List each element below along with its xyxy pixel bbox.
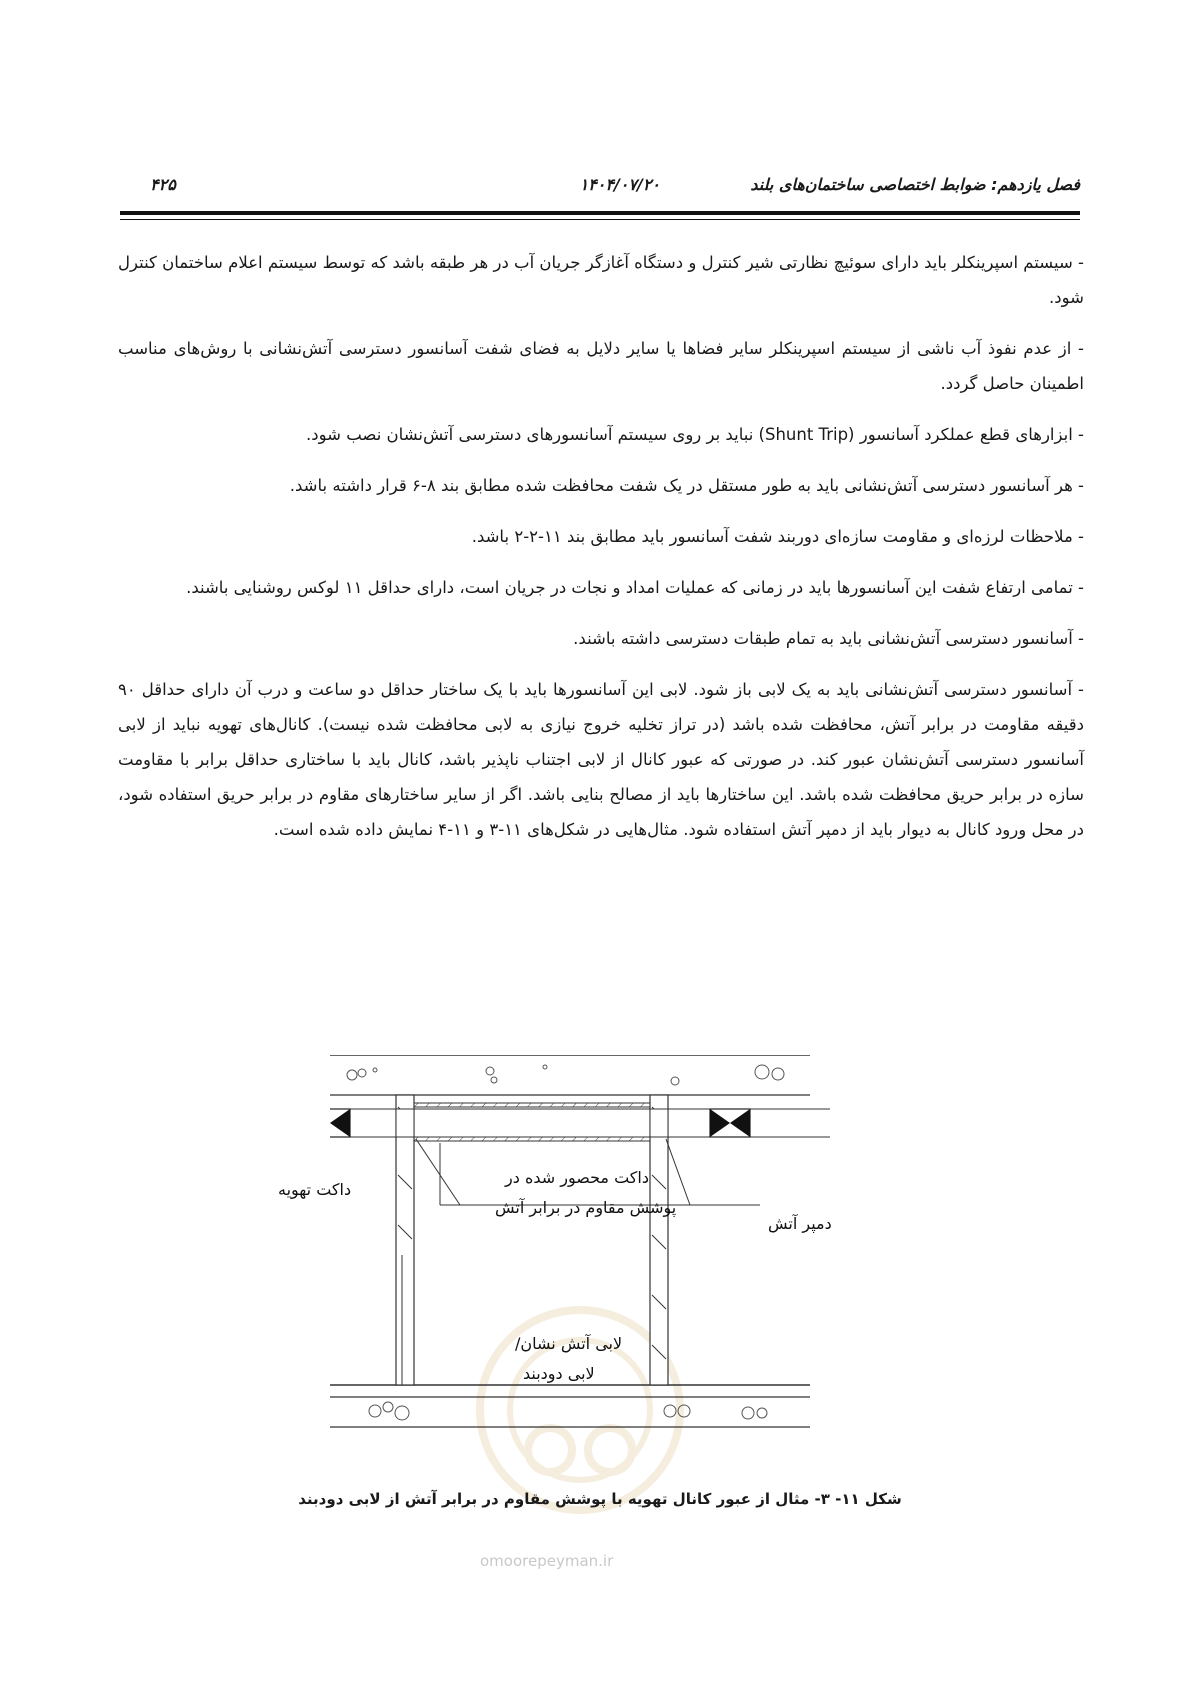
right-wall <box>650 1095 668 1385</box>
page-header <box>120 175 1080 199</box>
duct-lobby-figure <box>330 1055 830 1455</box>
label-lobby-line2: لابی دودبند <box>523 1364 595 1383</box>
paragraph: - تمامی ارتفاع شفت این آسانسورها باید در زمانی که عملیات امداد و نجات در جریان است، دارای حداقل ۱۱ لوکس روشنایی باشند. <box>186 578 1084 597</box>
paragraph: - ابزارهای قطع عملکرد آسانسور (Shunt Trip) نباید بر روی سیستم آسانسورهای دسترسی آتش‌نشان نصب شود. <box>306 425 1084 444</box>
enclosed-duct-top <box>414 1103 650 1107</box>
header-rule-thick <box>120 211 1080 215</box>
label-enclosed-line1: داکت محصور شده در <box>505 1168 649 1187</box>
chapter-title: فصل یازدهم: ضوابط اختصاصی ساختمان‌های بلند <box>750 175 1080 194</box>
paragraph: - آسانسور دسترسی آتش‌نشانی باید به یک لابی باز شود. لابی این آسانسورها باید با یک ساختار حداقل دو ساعت و درب آن دارای حداقل ۹۰ دقیقه مقاومت در برابر آتش، محافظت شده باشد (در تراز تخلیه خروج نیازی به لابی محافظت شده نیست). کانال‌های تهویه نباید از لابی آسانسور دسترسی آتش‌نشان عبور کند. در صورتی که عبور کانال از لابی اجتناب ناپذیر باشد، کانال باید با ساختاری حداقل برابر با مقاومت سازه در برابر حریق محافظت شده باشد. این ساختارها باید از مصالح بنایی باشد. اگر از سایر ساختارهای مقاوم در برابر حریق استفاده شود، در محل ورود کانال به دیوار باید از دمپر آتش استفاده شود. مثال‌هایی در شکل‌های ۱۱-۳ و ۱۱-۴ نمایش داده شده است. <box>118 680 1084 839</box>
left-wall <box>396 1095 414 1385</box>
paragraph: - آسانسور دسترسی آتش‌نشانی باید به تمام طبقات دسترسی داشته باشند. <box>573 629 1084 648</box>
watermark-text: omoorepeyman.ir <box>480 1552 614 1570</box>
header-date: ۱۴۰۴/۰۷/۲۰ <box>579 175 660 194</box>
paragraph: - از عدم نفوذ آب ناشی از سیستم اسپرینکلر سایر فضاها یا سایر دلایل به فضای شفت آسانسور دسترسی آتش‌نشانی با روش‌های مناسب اطمینان حاصل گردد. <box>118 339 1084 393</box>
page-number: ۴۲۵ <box>150 175 176 194</box>
paragraph: - ملاحظات لرزه‌ای و مقاومت سازه‌ای دوربند شفت آسانسور باید مطابق بند ۱۱-۲-۲ باشد. <box>471 527 1084 546</box>
label-lobby-line1: لابی آتش نشان/ <box>515 1334 623 1353</box>
body-text <box>118 245 1084 863</box>
header-rule-thin <box>120 219 1080 220</box>
paragraph: - هر آسانسور دسترسی آتش‌نشانی باید به طور مستقل در یک شفت محافظت شده مطابق بند ۸-۶ قرار داشته باشد. <box>289 476 1084 495</box>
label-duct: داکت تهویه <box>278 1180 352 1199</box>
enclosed-duct-bottom <box>414 1137 650 1141</box>
label-damper: دمپر آتش <box>768 1214 832 1233</box>
paragraph: - سیستم اسپرینکلر باید دارای سوئیچ نظارتی شیر کنترل و دستگاه آغازگر جریان آب در هر طبقه باشد که توسط سیستم اعلام ساختمان کنترل شود. <box>118 253 1084 307</box>
fire-damper-left-icon <box>330 1109 350 1137</box>
leader-damper <box>416 1139 460 1205</box>
label-enclosed-line2: پوشش مقاوم در برابر آتش <box>495 1198 677 1217</box>
figure-caption: شکل ۱۱- ۳- مثال از عبور کانال تهویه با پوشش مقاوم در برابر آتش از لابی دودبند <box>298 1490 902 1508</box>
fire-damper-right-icon <box>710 1109 750 1137</box>
